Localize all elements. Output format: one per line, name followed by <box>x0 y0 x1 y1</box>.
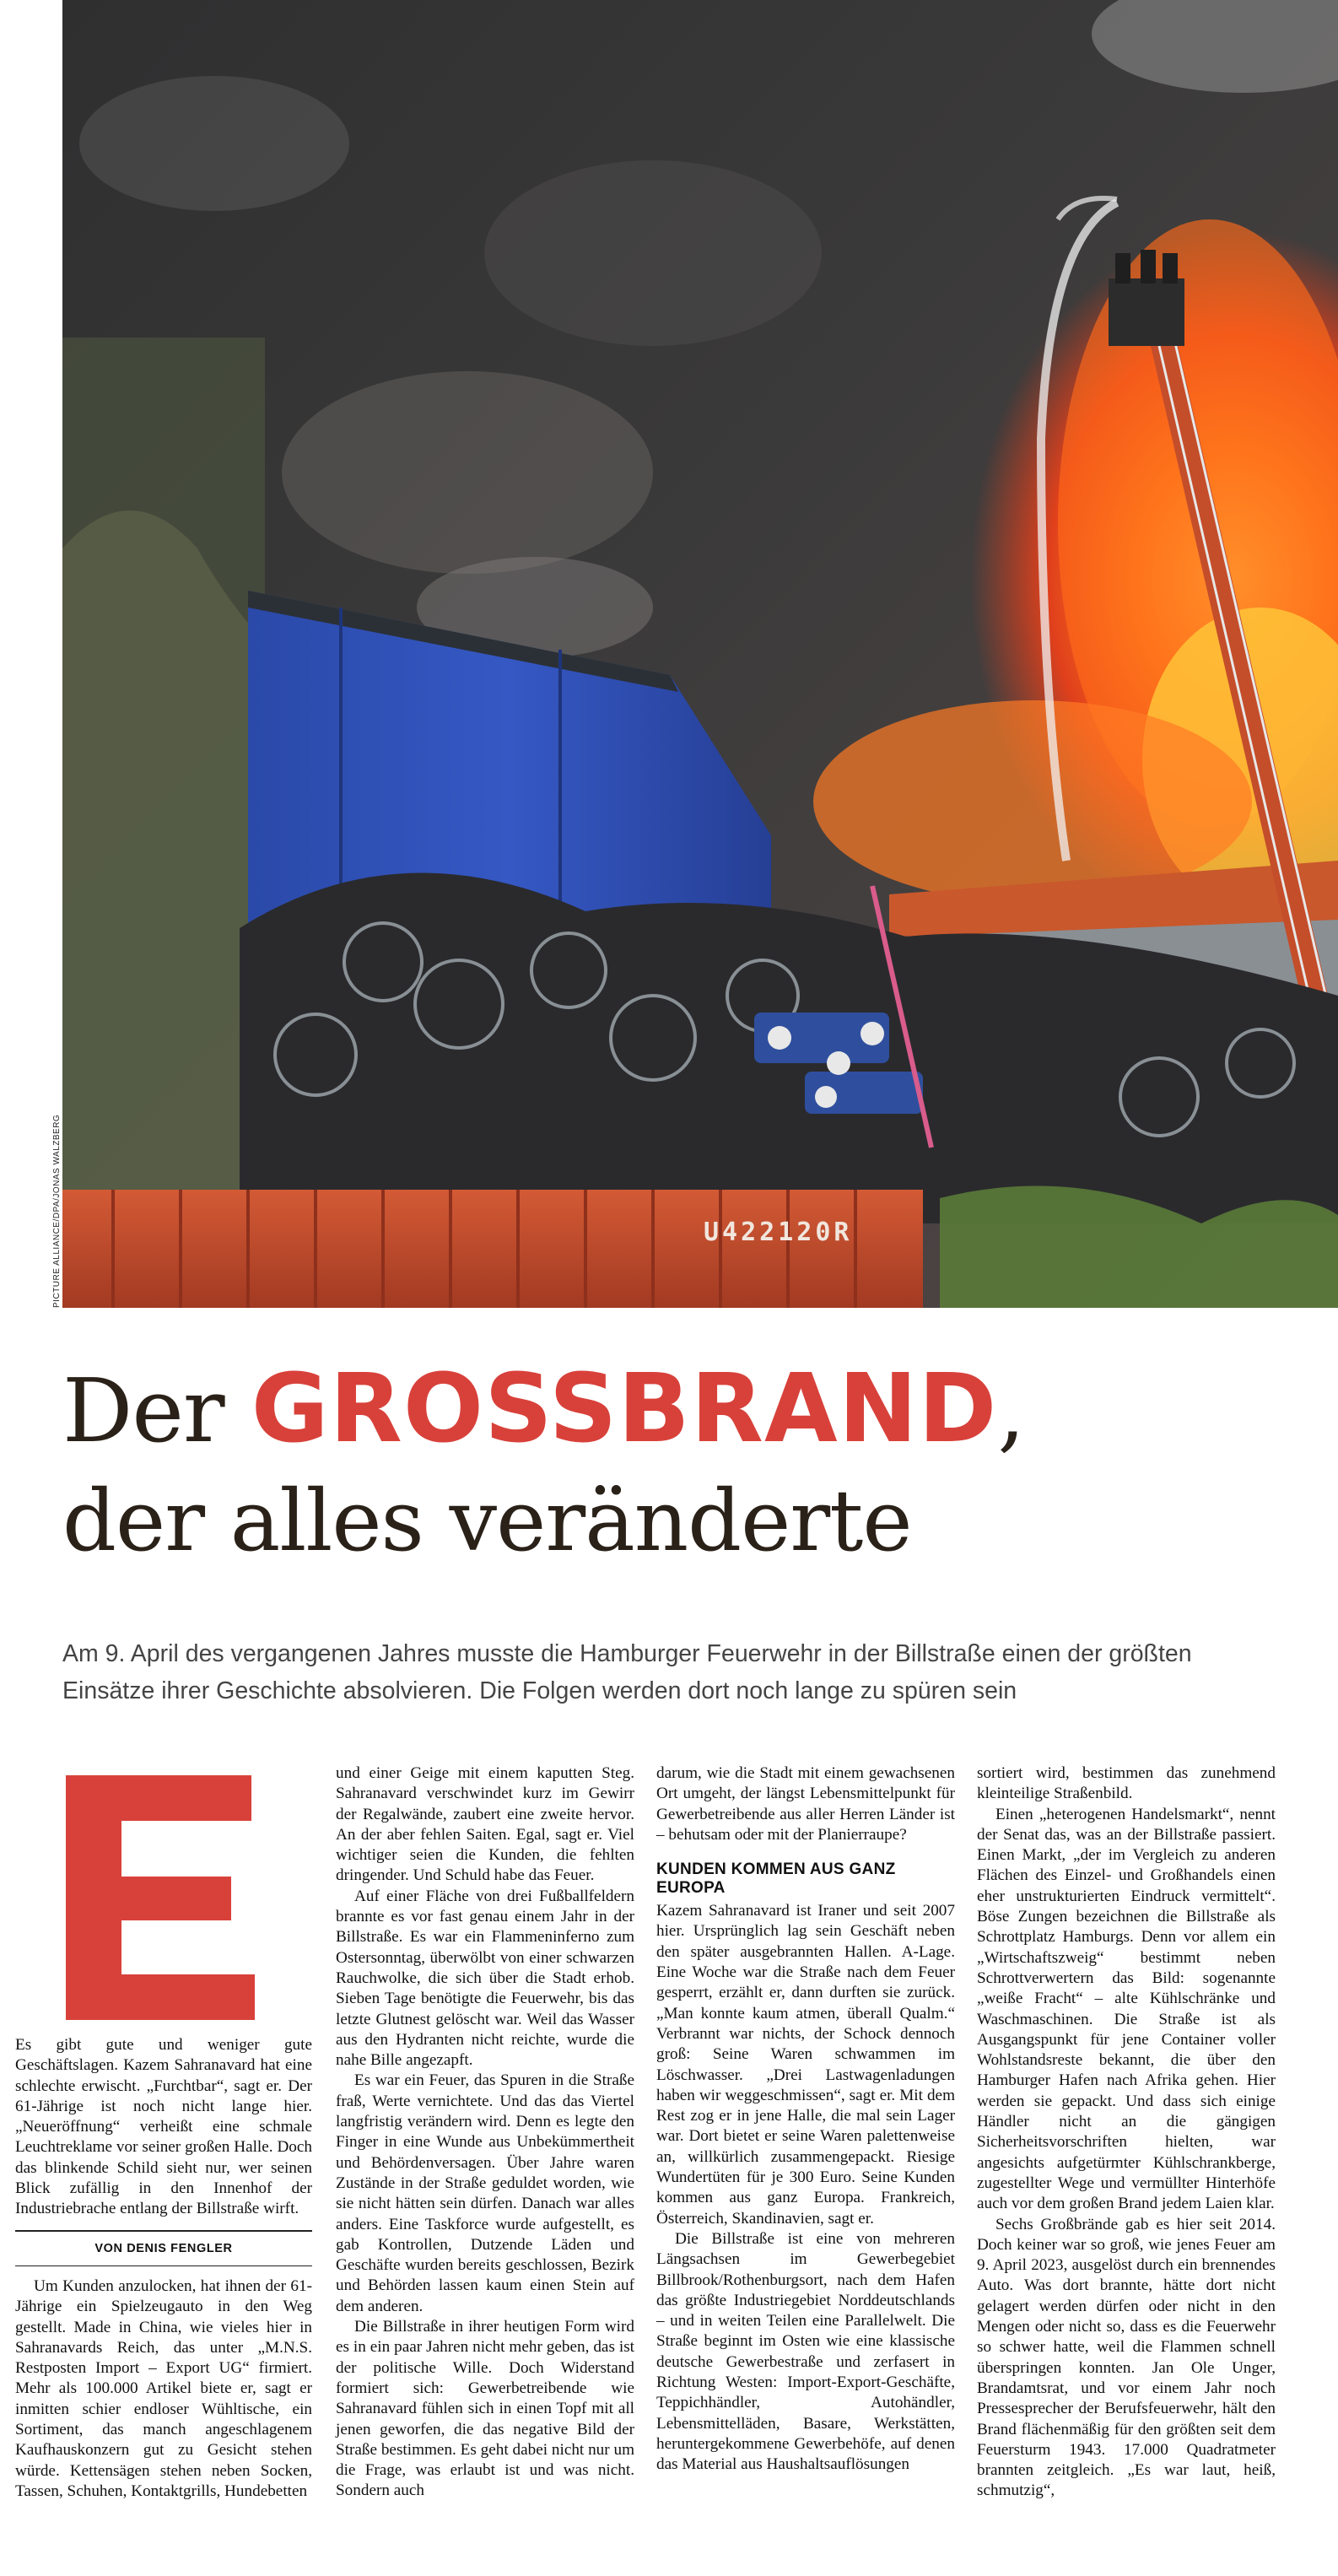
paragraph: Es war ein Feuer, das Spuren in die Straße fraß, Werte vernichtete. Und das das Viertel langfristig verändern wird. Denn es legte den Finger in eine Wunde aus Unbekümmertheit und Behördenversagen. Über Jahre waren Zustände in der Straße geduldet worden, wie sie nicht hätten sein dürfen. Danach war alles anders. Eine Taskforce wurde aufgestellt, es gab Kontrollen, Dutzende Läden und Geschäfte wurden bereits geschlossen, Bezirk und Behörden lassen kaum einen Stein auf dem anderen. <box>336 2071 634 2315</box>
headline-highlight: GROSSBRAND <box>251 1354 998 1464</box>
fire-photo <box>62 0 1338 1308</box>
paragraph: und einer Geige mit einem kaputten Steg. Sahranavard verschwindet kurz im Gewirr der Regalwände, zaubert eine zweite hervor. An der aber fehlen Saiten. Egal, sagt er. Viel wichtiger seien die Kunden, die fehlten dringender. Und Schuld habe das Feuer. <box>336 1764 634 1885</box>
drop-cap <box>66 1775 263 2020</box>
article-column-3 <box>656 1763 955 2476</box>
paragraph: Sechs Großbrände gab es hier seit 2014. Doch keiner war so groß, wie jenes Feuer am 9. April 2023, ausgelöst durch ein brennendes Auto. Was dort brannte, hätte dort nicht gelagert werden dürfen oder nicht in den Mengen oder nicht so, dass es die Feuerwehr so schwer hatte, weil die Flammen schnell überspringen konnten. Jan Ole Unger, Brandamtsrat, und vor einem Jahr noch Pressesprecher der Berufsfeuerwehr, hält den Brand flächenmäßig für den größten seit dem Feuersturm 1943. 17.000 Quadratmeter brannten zeitgleich. „Es war laut, heiß, schmutzig“, <box>977 2215 1276 2500</box>
headline-comma: , <box>997 1359 1025 1462</box>
photo-credit: PICTURE ALLIANCE/DPA/JONAS WALZBERG <box>52 1114 62 1308</box>
lead-paragraph: Am 9. April des vergangenen Jahres musste die Hamburger Feuerwehr in der Billstraße einen der größten Einsätze ihrer Geschichte absolvieren. Die Folgen werden dort noch lange zu spüren sein <box>62 1640 1192 1704</box>
headline-word: Der <box>62 1359 224 1462</box>
headline <box>62 1354 1311 1576</box>
byline-rule-bottom <box>15 2265 312 2266</box>
paragraph: Um Kunden anzulocken, hat ihnen der 61-Jährige ein Spielzeugauto in den Weg gestellt. Made in China, wie vieles hier in Sahranavards Reich, das unter „M.N.S. Restposten Import – Export UG“ firmiert. Mehr als 100.000 Artikel biete er, sagt er inmitten schier endloser Wühltische, ein Sortiment, das manch angeschlagenem Kaufhauskonzern gut zu Gesicht stehen würde. Kettensägen stehen neben Socken, Tassen, Schuhen, Kontaktgrills, Hundebetten <box>15 2276 312 2500</box>
paragraph: Auf einer Fläche von drei Fußballfeldern brannte es vor fast genau einem Jahr in der Billstraße. Es war ein Flammeninferno zum Ostersonntag, überwölbt von einer schwarzen Rauchwolke, die sich über die Stadt erhob. Sieben Tage benötigte die Feuerwehr, bis das letzte Glutnest gelöscht war. Weil das Wasser aus den Hydranten nicht reichte, wurde die nahe Bille angezapft. <box>336 1887 634 2070</box>
paragraph: Die Billstraße ist eine von mehreren Längsachsen im Gewerbegebiet Billbrook/Rothenburgsort, nach dem Hafen das größte Industriegebiet Norddeutschlands – und in weiten Teilen eine Parallelwelt. Die Straße beginnt im Osten wie eine klassische deutsche Gewerbestraße und zerfasert in Richtung Westen: Import-Export-Geschäfte, Teppichhändler, Autohändler, Lebensmittelläden, Basare, Werkstätten, heruntergekommene Gewerbehöfe, auf denen das Material aus Haushaltsauflösungen <box>656 2229 955 2474</box>
headline-line-2: der alles veränderte <box>62 1472 912 1570</box>
paragraph: sortiert wird, bestimmen das zunehmend kleinteilige Straßenbild. <box>977 1764 1276 1803</box>
paragraph: Die Billstraße in ihrer heutigen Form wird es in ein paar Jahren nicht mehr geben, das ist der politische Wille. Doch Widerstand formiert sich: Gewerbetreibende wie Sahranavard fühlen sich in einen Topf mit all jenen geworfen, die das negative Bild der Straße bestimmen. Es geht dabei nicht nur um die Frage, was erlaubt ist und was nicht. Sondern auch <box>336 2318 634 2500</box>
byline: VON DENIS FENGLER <box>94 2241 233 2255</box>
article-column-2 <box>336 1763 634 2502</box>
intro-paragraph: Es gibt gute und weniger gute Geschäftslagen. Kazem Sahranavard hat eine schlechte erwischt. „Furchtbar“, sagt er. Der 61-Jährige ist noch nicht lange hier. „Neueröffnung“ verheißt eine schmale Leuchtreklame vor seiner großen Halle. Doch das blinkende Schild sieht nur, wer seinen Blick zufällig in den Innenhof der Industriebrache entlang der Billstraße wirft. <box>15 2036 312 2218</box>
subheading: KUNDEN KOMMEN AUS GANZ EUROPA <box>656 1860 896 1898</box>
paragraph: Einen „heterogenen Handelsmarkt“, nennt der Senat das, was an der Billstraße passiert. Einen Markt, „der im Vergleich zu anderen Flächen des Einzel- und Großhandels einen eher unstrukturierten Eindruck vermittelt“. Böse Zungen bezeichnen die Billstraße als Schrottplatz Hamburgs. Denn vor allem ein „Wirtschaftszweig“ bestimmt neben Schrottverwertern das Bild: sogenannte „weiße Fracht“ – alte Kühlschränke und Waschmaschinen. Die Straße ist als Ausgangspunkt für jene Container voller Wohlstandsreste bekannt, die über den Hamburger Hafen nach Afrika gehen. Hier werden sie gepackt. Und dass sich einige Händler nicht an die gängigen Sicherheitsvorschriften hielten, war angesichts aufgetürmter Kühlschrankberge, zugestellter Wege und vermüllter Hinterhöfe auch vor dem großen Brand jedem Laien klar. <box>977 1805 1276 2213</box>
container-code: U422120R <box>704 1218 853 1247</box>
paragraph: Kazem Sahranavard ist Iraner und seit 2007 hier. Ursprünglich lag sein Geschäft neben den später ausgebrannten Hallen. A-Lage. Eine Woche war die Straße nach dem Feuer gesperrt, erzählt er, dann durften sie zurück. „Man konnte kaum atmen, überall Qualm.“ Verbrannt war nichts, der Schock dennoch groß: Seine Waren schwammen im Löschwasser. „Drei Lastwagenladungen haben wir weggeschmissen“, sagt er. Mit dem Rest zog er in jene Halle, die mal sein Lager war. Dort bietet er seine Waren palettenweise an, willkürlich zusammengepackt. Riesige Wundertüten für je 300 Euro. Seine Kunden kommen aus ganz Europa. Frankreich, Österreich, Skandinavien, sagt er. <box>656 1902 955 2228</box>
article-column-4 <box>977 1763 1276 2502</box>
paragraph: darum, wie die Stadt mit einem gewachsenen Ort umgeht, der längst Lebensmittelpunkt für Gewerbetreibende aus aller Herren Länder ist – behutsam oder mit der Planierraupe? <box>656 1764 955 1844</box>
